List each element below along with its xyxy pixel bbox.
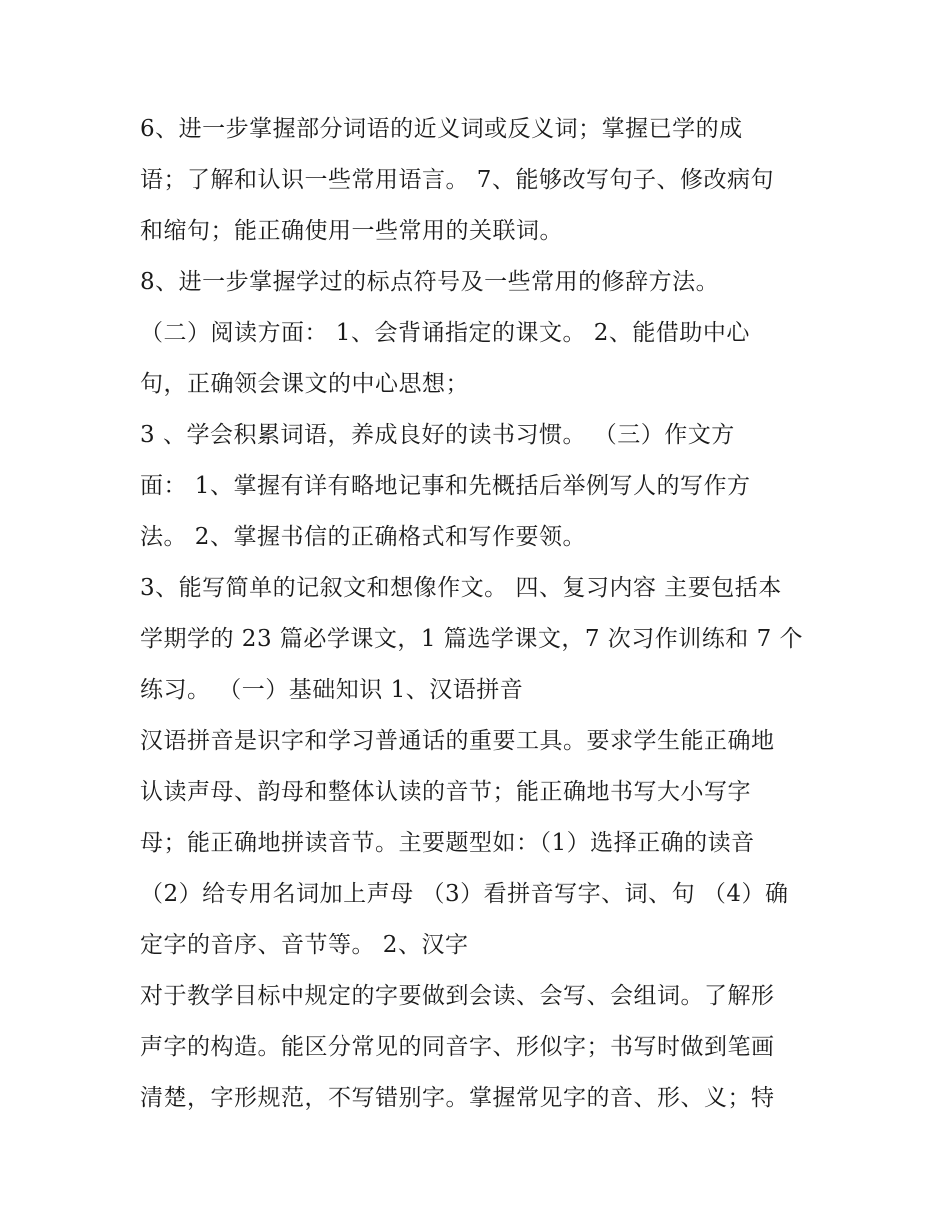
text-line-9: 法。 2、掌握书信的正确格式和写作要领。 <box>140 524 586 550</box>
text-line-14: 认读声母、韵母和整体认读的音节；能正确地书写大小写字 <box>140 779 751 805</box>
text-line-13: 汉语拼音是识字和学习普通话的重要工具。要求学生能正确地 <box>140 728 775 754</box>
text-line-3: 和缩句；能正确使用一些常用的关联词。 <box>140 218 563 244</box>
text-line-2: 语；了解和认识一些常用语言。 7、能够改写句子、修改病句 <box>140 167 774 193</box>
text-line-16: （2）给专用名词加上声母 （3）看拼音写字、词、句 （4）确 <box>140 881 789 907</box>
text-line-1: 6、进一步掌握部分词语的近义词或反义词；掌握已学的成 <box>140 116 743 142</box>
text-line-10: 3、能写简单的记叙文和想像作文。 四、复习内容 主要包括本 <box>140 575 782 601</box>
text-line-8: 面： 1、掌握有详有略地记事和先概括后举例写人的写作方 <box>140 473 751 499</box>
text-line-20: 清楚，字形规范，不写错别字。掌握常见字的音、形、义；特 <box>140 1085 775 1111</box>
text-line-7: 3 、学会积累词语，养成良好的读书习惯。 （三）作文方 <box>140 422 735 448</box>
document-body <box>140 111 820 1131</box>
text-line-11: 学期学的 23 篇必学课文，1 篇选学课文，7 次习作训练和 7 个 <box>140 626 804 652</box>
text-line-12: 练习。 （一）基础知识 1、汉语拼音 <box>140 677 524 703</box>
text-line-6: 句，正确领会课文的中心思想； <box>140 371 469 397</box>
text-line-17: 定字的音序、音节等。 2、汉字 <box>140 932 469 958</box>
text-line-5: （二）阅读方面： 1、会背诵指定的课文。 2、能借助中心 <box>140 320 750 346</box>
text-line-19: 声字的构造。能区分常见的同音字、形似字；书写时做到笔画 <box>140 1034 775 1060</box>
text-line-15: 母；能正确地拼读音节。主要题型如：（1）选择正确的读音 <box>140 830 755 856</box>
text-line-18: 对于教学目标中规定的字要做到会读、会写、会组词。了解形 <box>140 983 775 1009</box>
text-line-4: 8、进一步掌握学过的标点符号及一些常用的修辞方法。 <box>140 269 720 295</box>
